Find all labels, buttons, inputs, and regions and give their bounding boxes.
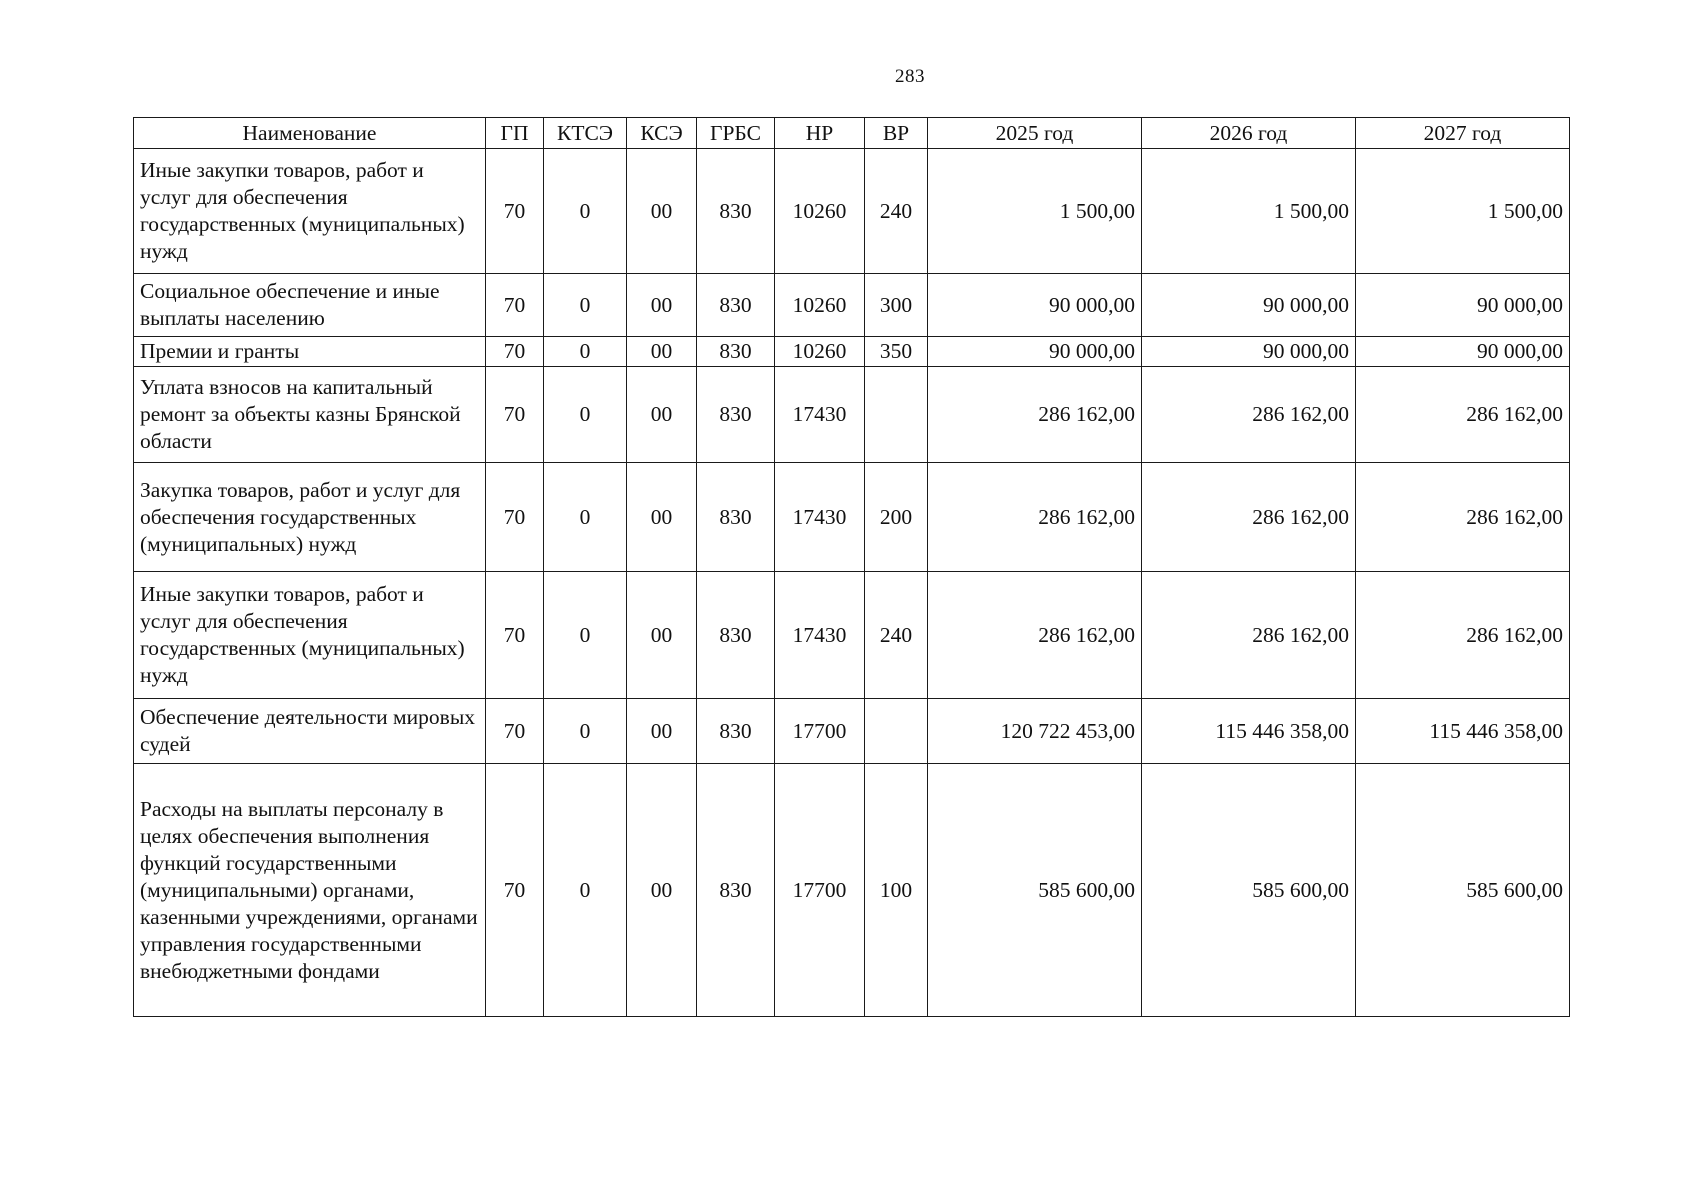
row-name: Обеспечение деятельности мировых судей bbox=[134, 699, 486, 764]
row-nr: 17700 bbox=[775, 699, 865, 764]
row-grbs: 830 bbox=[697, 367, 775, 463]
row-name: Социальное обеспечение и иные выплаты населению bbox=[134, 274, 486, 337]
row-2025: 90 000,00 bbox=[928, 274, 1142, 337]
row-2025: 585 600,00 bbox=[928, 764, 1142, 1017]
header-vr: ВР bbox=[865, 118, 928, 149]
row-ktse: 0 bbox=[544, 149, 627, 274]
row-2025: 286 162,00 bbox=[928, 463, 1142, 572]
row-2026: 90 000,00 bbox=[1142, 337, 1356, 367]
row-name: Иные закупки товаров, работ и услуг для обеспечения государственных (муниципальных) нужд bbox=[134, 572, 486, 699]
row-gp: 70 bbox=[486, 274, 544, 337]
row-gp: 70 bbox=[486, 764, 544, 1017]
row-nr: 10260 bbox=[775, 274, 865, 337]
row-grbs: 830 bbox=[697, 337, 775, 367]
row-2027: 286 162,00 bbox=[1356, 572, 1570, 699]
row-ktse: 0 bbox=[544, 463, 627, 572]
row-name: Уплата взносов на капитальный ремонт за объекты казны Брянской области bbox=[134, 367, 486, 463]
row-vr: 300 bbox=[865, 274, 928, 337]
row-2025: 1 500,00 bbox=[928, 149, 1142, 274]
row-2027: 286 162,00 bbox=[1356, 367, 1570, 463]
row-ktse: 0 bbox=[544, 699, 627, 764]
row-2025: 286 162,00 bbox=[928, 572, 1142, 699]
table-row bbox=[134, 274, 1570, 337]
row-gp: 70 bbox=[486, 699, 544, 764]
row-ktse: 0 bbox=[544, 367, 627, 463]
row-2026: 1 500,00 bbox=[1142, 149, 1356, 274]
table-row bbox=[134, 699, 1570, 764]
row-kse: 00 bbox=[627, 764, 697, 1017]
row-2026: 585 600,00 bbox=[1142, 764, 1356, 1017]
row-name: Иные закупки товаров, работ и услуг для обеспечения государственных (муниципальных) нужд bbox=[134, 149, 486, 274]
header-gp: ГП bbox=[486, 118, 544, 149]
header-name: Наименование bbox=[134, 118, 486, 149]
row-vr: 240 bbox=[865, 572, 928, 699]
row-ktse: 0 bbox=[544, 572, 627, 699]
row-nr: 17700 bbox=[775, 764, 865, 1017]
table-row bbox=[134, 367, 1570, 463]
table-row bbox=[134, 572, 1570, 699]
row-grbs: 830 bbox=[697, 463, 775, 572]
row-2027: 90 000,00 bbox=[1356, 337, 1570, 367]
row-2027: 585 600,00 bbox=[1356, 764, 1570, 1017]
row-ktse: 0 bbox=[544, 764, 627, 1017]
header-kse: КСЭ bbox=[627, 118, 697, 149]
row-nr: 17430 bbox=[775, 463, 865, 572]
row-gp: 70 bbox=[486, 367, 544, 463]
header-ktse: КТСЭ bbox=[544, 118, 627, 149]
row-nr: 10260 bbox=[775, 149, 865, 274]
row-kse: 00 bbox=[627, 274, 697, 337]
row-2027: 115 446 358,00 bbox=[1356, 699, 1570, 764]
row-grbs: 830 bbox=[697, 699, 775, 764]
row-vr: 200 bbox=[865, 463, 928, 572]
header-2027: 2027 год bbox=[1356, 118, 1570, 149]
row-2026: 115 446 358,00 bbox=[1142, 699, 1356, 764]
header-2026: 2026 год bbox=[1142, 118, 1356, 149]
row-vr: 100 bbox=[865, 764, 928, 1017]
table-row bbox=[134, 764, 1570, 1017]
row-vr: 350 bbox=[865, 337, 928, 367]
row-nr: 10260 bbox=[775, 337, 865, 367]
table-header-row bbox=[134, 118, 1570, 149]
table-row bbox=[134, 149, 1570, 274]
row-gp: 70 bbox=[486, 149, 544, 274]
row-kse: 00 bbox=[627, 699, 697, 764]
header-2025: 2025 год bbox=[928, 118, 1142, 149]
row-grbs: 830 bbox=[697, 572, 775, 699]
row-2026: 286 162,00 bbox=[1142, 367, 1356, 463]
row-gp: 70 bbox=[486, 337, 544, 367]
table-row bbox=[134, 337, 1570, 367]
row-vr bbox=[865, 699, 928, 764]
row-2027: 1 500,00 bbox=[1356, 149, 1570, 274]
row-nr: 17430 bbox=[775, 572, 865, 699]
row-2025: 90 000,00 bbox=[928, 337, 1142, 367]
row-2025: 120 722 453,00 bbox=[928, 699, 1142, 764]
header-nr: НР bbox=[775, 118, 865, 149]
row-grbs: 830 bbox=[697, 274, 775, 337]
header-grbs: ГРБС bbox=[697, 118, 775, 149]
row-2025: 286 162,00 bbox=[928, 367, 1142, 463]
row-ktse: 0 bbox=[544, 337, 627, 367]
row-2027: 90 000,00 bbox=[1356, 274, 1570, 337]
row-kse: 00 bbox=[627, 337, 697, 367]
row-2026: 90 000,00 bbox=[1142, 274, 1356, 337]
row-gp: 70 bbox=[486, 463, 544, 572]
row-kse: 00 bbox=[627, 149, 697, 274]
row-grbs: 830 bbox=[697, 764, 775, 1017]
row-name: Расходы на выплаты персоналу в целях обеспечения выполнения функций государственными (муниципальными) органами, казенными учреждениями, органами управления государственными внебюджетными фондами bbox=[134, 764, 486, 1017]
row-name: Закупка товаров, работ и услуг для обеспечения государственных (муниципальных) нужд bbox=[134, 463, 486, 572]
row-2027: 286 162,00 bbox=[1356, 463, 1570, 572]
row-kse: 00 bbox=[627, 572, 697, 699]
budget-table bbox=[133, 117, 1570, 1017]
row-grbs: 830 bbox=[697, 149, 775, 274]
row-vr bbox=[865, 367, 928, 463]
row-gp: 70 bbox=[486, 572, 544, 699]
row-2026: 286 162,00 bbox=[1142, 572, 1356, 699]
row-nr: 17430 bbox=[775, 367, 865, 463]
row-ktse: 0 bbox=[544, 274, 627, 337]
row-name: Премии и гранты bbox=[134, 337, 486, 367]
row-2026: 286 162,00 bbox=[1142, 463, 1356, 572]
page-number: 283 bbox=[895, 66, 925, 87]
row-vr: 240 bbox=[865, 149, 928, 274]
row-kse: 00 bbox=[627, 367, 697, 463]
table-row bbox=[134, 463, 1570, 572]
row-kse: 00 bbox=[627, 463, 697, 572]
